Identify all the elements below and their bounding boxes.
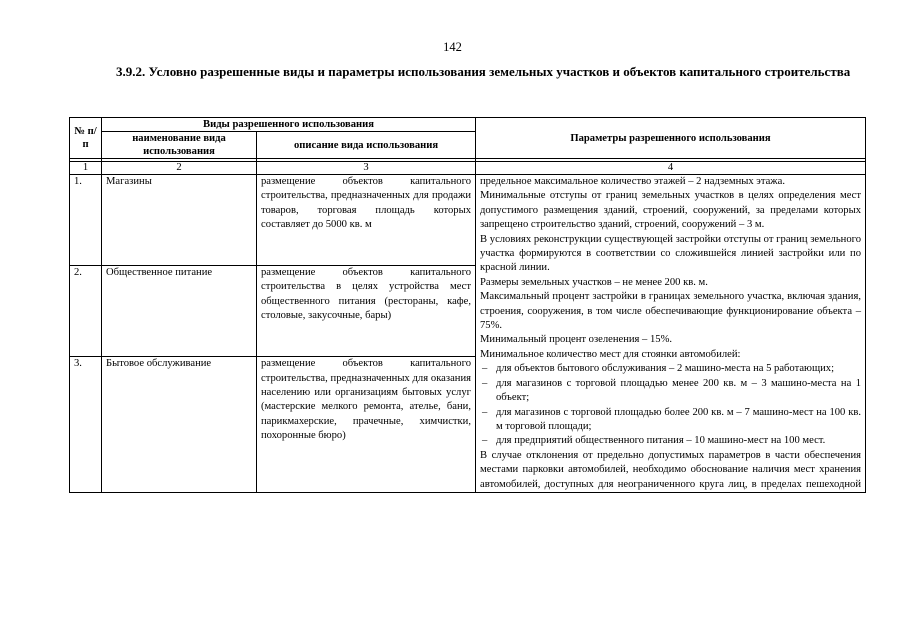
header-kind-name: наименование вида использования [102, 132, 257, 159]
header-kinds-group: Виды разрешенного использования [102, 118, 476, 132]
param-text: Размеры земельных участков – не менее 200 кв. м. [480, 276, 708, 288]
section-heading: 3.9.2. Условно разрешенные виды и параметры использования земельных участков и объектов капитального строительства [116, 64, 851, 79]
table-row [70, 175, 866, 266]
permitted-use-table [69, 117, 866, 493]
row-desc: размещение объектов капитального строительства в целях устройства мест общественного питания (рестораны, кафе, столовые, закусочные, бары) [257, 266, 476, 357]
param-bullet: – для магазинов с торговой площадью более 200 кв. м – 7 машино-мест на 100 кв. м торговой площади; [480, 406, 861, 435]
param-text: В условиях реконструкции существующей застройки отступы от границ земельного участка формируются в соответствии со сложившейся линией застройки или по красной линии. [480, 233, 861, 274]
row-name: Бытовое обслуживание [102, 357, 257, 493]
row-name: Общественное питание [102, 266, 257, 357]
header-kind-desc: описание вида использования [257, 132, 476, 159]
param-text: Минимальные отступы от границ земельных участков в целях определения мест допустимого размещения зданий, строений, сооружений, за пределами которых запрещено строительство зданий, строений, сооружений – 3 м. [480, 190, 861, 231]
row-num: 3. [70, 357, 102, 493]
header-params: Параметры разрешенного использования [476, 118, 866, 159]
param-text: Максимальный процент застройки в границах земельного участка, включая здания, строения, сооружения, в том числе обеспечивающие функционирование объекта – 75%. [480, 291, 861, 332]
page-number: 142 [443, 40, 462, 54]
params-cell [476, 175, 866, 493]
row-desc: размещение объектов капитального строительства, предназначенных для оказания населению или организациям бытовых услуг (мастерские мелкого ремонта, ателье, бани, парикмахерские, прачечные, химчистки, похоронные бюро) [257, 357, 476, 493]
param-bullet: – для объектов бытового обслуживания – 2 машино-места на 5 работающих; [480, 362, 861, 376]
param-bullet: – для магазинов с торговой площадью менее 200 кв. м – 3 машино-места на 1 объект; [480, 377, 861, 406]
column-numbers-row [70, 162, 866, 175]
param-text: В случае отклонения от предельно допустимых параметров в части обеспечения местами парковки автомобилей, необходимо обоснование наличия мест хранения автомобилей, доступных для неограниченного круга лиц, в пределах пешеходной [480, 449, 861, 490]
column-number: 3 [257, 162, 476, 175]
param-text: Минимальное количество мест для стоянки автомобилей: [480, 348, 741, 360]
column-number: 4 [476, 162, 866, 175]
param-text: Минимальный процент озеленения – 15%. [480, 334, 673, 346]
param-bullet: – для предприятий общественного питания – 10 машино-мест на 100 мест. [480, 434, 861, 448]
header-num: № п/п [70, 118, 102, 159]
column-number: 2 [102, 162, 257, 175]
column-number: 1 [70, 162, 102, 175]
row-name: Магазины [102, 175, 257, 266]
row-num: 1. [70, 175, 102, 266]
param-text: предельное максимальное количество этажей – 2 надземных этажа. [480, 176, 785, 187]
row-num: 2. [70, 266, 102, 357]
row-desc: размещение объектов капитального строительства, предназначенных для продажи товаров, торговая площадь которых составляет до 5000 кв. м [257, 175, 476, 266]
